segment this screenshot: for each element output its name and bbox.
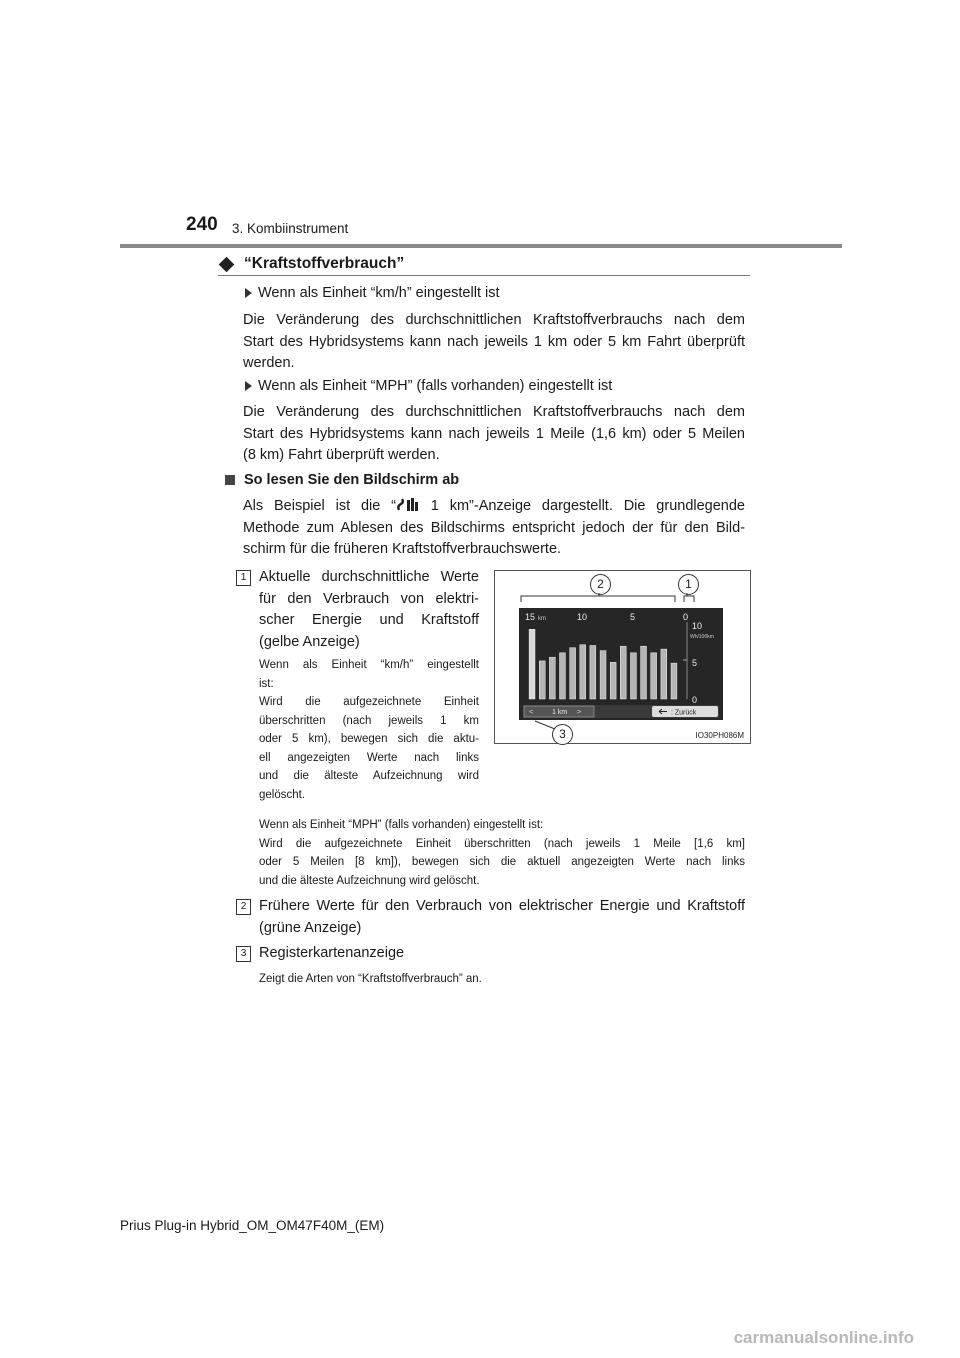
note-line: Wird die aufgezeichnete Einheit bbox=[259, 696, 479, 708]
item-2-text bbox=[259, 896, 745, 939]
condition-label: Wenn als Einheit “km/h” eingestellt ist bbox=[258, 285, 500, 301]
note-line: und die älteste Aufzeichnung wird bbox=[259, 770, 479, 782]
condition-label: Wenn als Einheit “MPH” (falls vorhanden) eingestellt ist bbox=[258, 378, 613, 394]
chart-bar bbox=[560, 653, 566, 699]
axis-x-label-10: 10 bbox=[577, 612, 588, 622]
tab-prev-arrow[interactable]: < bbox=[529, 709, 534, 716]
axis-y-label-0: 0 bbox=[692, 695, 698, 705]
footer-text: Prius Plug-in Hybrid_OM_OM47F40M_(EM) bbox=[120, 1218, 385, 1233]
item-3-note: Zeigt die Arten von “Kraftstoffverbrauch” an. bbox=[259, 973, 482, 985]
callout-3: 3 bbox=[552, 724, 573, 745]
text-fragment: 1 km”-Anzeige dargestellt. Die grundlegende bbox=[419, 498, 745, 514]
note-line: und die älteste Aufzeichnung wird gelöscht. bbox=[259, 874, 480, 887]
note-line: ist: bbox=[259, 677, 274, 690]
tab-label: 1 km bbox=[552, 709, 568, 716]
item-number-badge: 2 bbox=[236, 899, 251, 915]
chart-bar bbox=[590, 646, 596, 700]
note-line: Wird die aufgezeichnete Einheit überschritten (nach jeweils 1 Meile [1,6 km] bbox=[259, 837, 745, 850]
chart-bar bbox=[580, 645, 586, 699]
callout-1: 1 bbox=[678, 574, 699, 595]
item-1-note-kmh bbox=[259, 656, 479, 804]
paragraph-line: (8 km) Fahrt überprüft werden. bbox=[243, 447, 440, 463]
chart-bar bbox=[539, 661, 545, 699]
chart-bar bbox=[661, 649, 667, 699]
consumption-screen bbox=[519, 608, 723, 720]
consumption-bar-chart bbox=[519, 608, 723, 720]
figure-code: IO30PH086M bbox=[695, 731, 744, 740]
chart-bar bbox=[610, 662, 616, 699]
bars-group bbox=[529, 629, 677, 699]
paragraph-line: Die Veränderung des durchschnittlichen Kraftstoffverbrauchs nach dem bbox=[243, 312, 745, 328]
item-line: Aktuelle durchschnittliche Werte bbox=[259, 569, 479, 585]
note-line: überschritten (nach jeweils 1 km bbox=[259, 714, 479, 727]
paragraph-line: Start des Hybridsystems kann nach jeweils 1 Meile (1,6 km) oder 5 Meilen bbox=[243, 425, 745, 442]
note-line: ell angezeigten Werte nach links bbox=[259, 751, 479, 764]
paragraph-mph bbox=[243, 402, 745, 467]
watermark: carmanualsonline.info bbox=[733, 1328, 914, 1347]
chart-bar bbox=[671, 663, 677, 699]
consumption-figure bbox=[494, 570, 751, 744]
triangle-bullet-icon bbox=[245, 288, 252, 298]
item-number-badge: 1 bbox=[236, 570, 251, 586]
condition-kmh bbox=[245, 285, 500, 301]
paragraph-reading bbox=[243, 496, 745, 561]
section-title bbox=[218, 255, 404, 273]
axis-y-label-5: 5 bbox=[692, 658, 698, 668]
tab-next-arrow[interactable]: > bbox=[577, 709, 582, 716]
paragraph-line: werden. bbox=[243, 355, 295, 371]
back-label: : Zurück bbox=[671, 709, 697, 717]
paragraph-line bbox=[243, 496, 745, 518]
subheading-read-screen bbox=[225, 472, 459, 488]
section-title-text: “Kraftstoffverbrauch” bbox=[244, 255, 405, 272]
chart-bar bbox=[651, 653, 657, 699]
axis-x-label-15: 15 bbox=[525, 612, 536, 622]
axis-x-label-5: 5 bbox=[630, 612, 636, 622]
note-line: oder 5 km), bewegen sich die aktu- bbox=[259, 733, 479, 745]
text-fragment: Als Beispiel ist die “ bbox=[243, 498, 396, 514]
callout-2: 2 bbox=[590, 574, 611, 595]
item-3-text: Registerkartenanzeige bbox=[259, 945, 405, 961]
header-rule bbox=[120, 244, 842, 248]
paragraph-line: Methode zum Ablesen des Bildschirms entspricht jedoch der für den Bild- bbox=[243, 519, 745, 536]
chart-bar bbox=[641, 646, 647, 699]
item-line: für den Verbrauch von elektri- bbox=[259, 590, 479, 607]
chart-bar bbox=[631, 653, 637, 699]
diamond-bullet-icon bbox=[219, 256, 235, 272]
item-line: scher Energie und Kraftstoff bbox=[259, 612, 479, 628]
chart-bar bbox=[529, 629, 535, 699]
paragraph-line: Start des Hybridsystems kann nach jeweils 1 km oder 5 km Fahrt überprüft bbox=[243, 333, 745, 350]
chart-bar bbox=[620, 646, 626, 699]
paragraph-line: schirm für die früheren Kraftstoffverbrauchswerte. bbox=[243, 541, 562, 557]
paragraph-kmh bbox=[243, 310, 745, 375]
note-line: Wenn als Einheit “km/h” eingestellt bbox=[259, 659, 479, 671]
item-1-text bbox=[259, 567, 479, 653]
chart-bar bbox=[549, 657, 555, 699]
note-line: Wenn als Einheit “MPH” (falls vorhanden) eingestellt ist: bbox=[259, 819, 544, 831]
section-rule bbox=[218, 275, 750, 276]
axis-y-unit: Wh/100km bbox=[690, 634, 714, 640]
note-line: oder 5 Meilen [8 km]), bewegen sich die aktuell angezeigten Werte nach links bbox=[259, 856, 745, 868]
condition-mph bbox=[245, 378, 612, 394]
item-line: (gelbe Anzeige) bbox=[259, 633, 360, 650]
eco-graph-icon bbox=[396, 497, 420, 512]
axis-y-label-10: 10 bbox=[692, 621, 703, 631]
chapter-title: 3. Kombiinstrument bbox=[232, 221, 349, 236]
triangle-bullet-icon bbox=[245, 381, 252, 391]
page-number: 240 bbox=[186, 214, 218, 235]
subheading-text: So lesen Sie den Bildschirm ab bbox=[244, 472, 460, 488]
item-line: Frühere Werte für den Verbrauch von elektrischer Energie und Kraftstoff bbox=[259, 898, 745, 914]
item-1-note-mph bbox=[259, 816, 745, 890]
note-line: gelöscht. bbox=[259, 788, 306, 801]
square-bullet-icon bbox=[225, 475, 235, 485]
chart-bar bbox=[600, 651, 606, 699]
item-number-badge: 3 bbox=[236, 946, 251, 962]
paragraph-line: Die Veränderung des durchschnittlichen Kraftstoffverbrauchs nach dem bbox=[243, 404, 745, 420]
item-line: (grüne Anzeige) bbox=[259, 919, 362, 936]
axis-x-label-0: 0 bbox=[683, 612, 689, 622]
axis-x-unit: km bbox=[538, 616, 546, 622]
chart-bar bbox=[570, 648, 576, 699]
